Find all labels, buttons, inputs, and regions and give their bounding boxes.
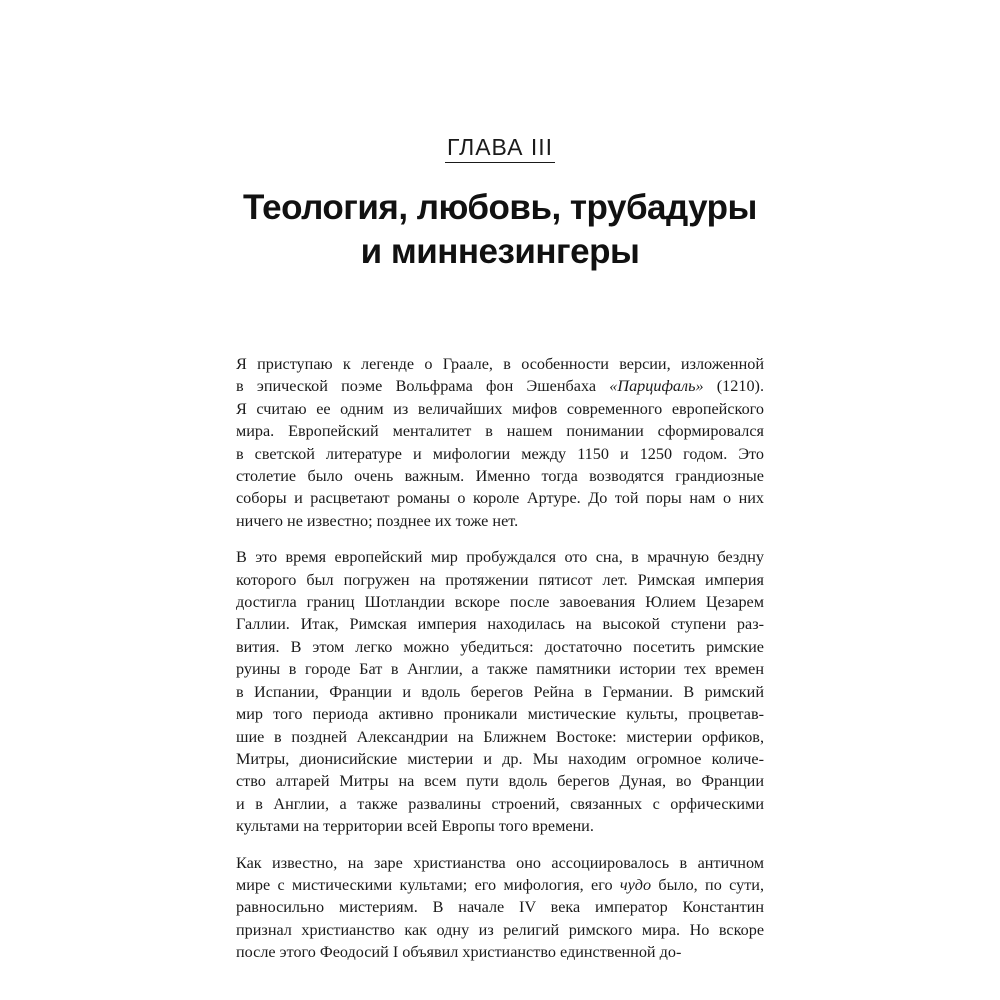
text-segment: (1210). — [703, 377, 764, 396]
text-segment: мире с мистическими культами; его мифология, его — [236, 875, 620, 894]
text-line: Я считаю ее одним из величайших мифов современного европейского — [236, 399, 764, 418]
text-line: Галлии. Итак, Римская империя находилась на высокой ступени раз- — [236, 615, 764, 634]
body-text — [236, 353, 764, 978]
text-line: соборы и расцветают романы о короле Артуре. До той поры нам о них — [236, 489, 764, 508]
text-line: равносильно мистериям. В начале IV века император Константин — [236, 898, 764, 917]
chapter-label-text: ГЛАВА III — [445, 134, 555, 163]
text-line: достигла границ Шотландии вскоре после завоевания Юлием Цезарем — [236, 593, 764, 612]
text-line: В это время европейский мир пробуждался ото сна, в мрачную бездну — [236, 548, 764, 567]
text-line: которого был погружен на протяжении пятисот лет. Римская империя — [236, 570, 764, 589]
text-line — [236, 874, 764, 896]
text-line: столетие было очень важным. Именно тогда возводятся грандиозные — [236, 467, 764, 486]
text-line: Митры, дионисийские мистерии и др. Мы находим огромное количе- — [236, 749, 764, 768]
text-line: шие в поздней Александрии на Ближнем Востоке: мистерии орфиков, — [236, 727, 764, 746]
text-line: ничего не известно; позднее их тоже нет. — [236, 511, 519, 530]
italic-text: чудо — [619, 875, 652, 894]
text-line: мир того периода активно проникали мистические культы, процветав- — [236, 705, 764, 724]
text-segment: в эпической поэме Вольфрама фон Эшенбаха — [236, 377, 610, 396]
chapter-label — [0, 134, 1000, 163]
paragraph-1 — [236, 353, 764, 532]
text-line: Как известно, на заре христианства оно ассоциировалось в античном — [236, 853, 764, 872]
text-line: руины в городе Бат в Англии, а также памятники истории тех времен — [236, 660, 764, 679]
text-line: культами на территории всей Европы того времени. — [236, 817, 594, 836]
text-line: вития. В этом легко можно убедиться: достаточно посетить римские — [236, 637, 764, 656]
chapter-title — [0, 186, 1000, 274]
text-line: в Испании, Франции и вдоль берегов Рейна в Германии. В римский — [236, 682, 764, 701]
text-line: и в Англии, а также развалины строений, связанных с орфическими — [236, 794, 764, 813]
text-segment: было, по сути, — [651, 875, 764, 894]
text-line: ство алтарей Митры на всем пути вдоль берегов Дуная, во Франции — [236, 772, 764, 791]
italic-text: «Парцифаль» — [609, 377, 704, 396]
chapter-title-line-1: Теология, любовь, трубадуры — [243, 188, 757, 227]
text-line: признал христианство как одну из религий римского мира. Но вскоре — [236, 920, 764, 939]
paragraph-2 — [236, 546, 764, 837]
text-line: в светской литературе и мифологии между 1150 и 1250 годом. Это — [236, 444, 764, 463]
text-line: после этого Феодосий I объявил христианство единственной до- — [236, 943, 682, 962]
text-line: Я приступаю к легенде о Граале, в особенности версии, изложенной — [236, 355, 764, 373]
text-line: мира. Европейский менталитет в нашем понимании сформировался — [236, 422, 764, 441]
paragraph-3 — [236, 852, 764, 964]
text-line — [236, 375, 764, 397]
chapter-title-line-2: и миннезингеры — [360, 232, 640, 271]
